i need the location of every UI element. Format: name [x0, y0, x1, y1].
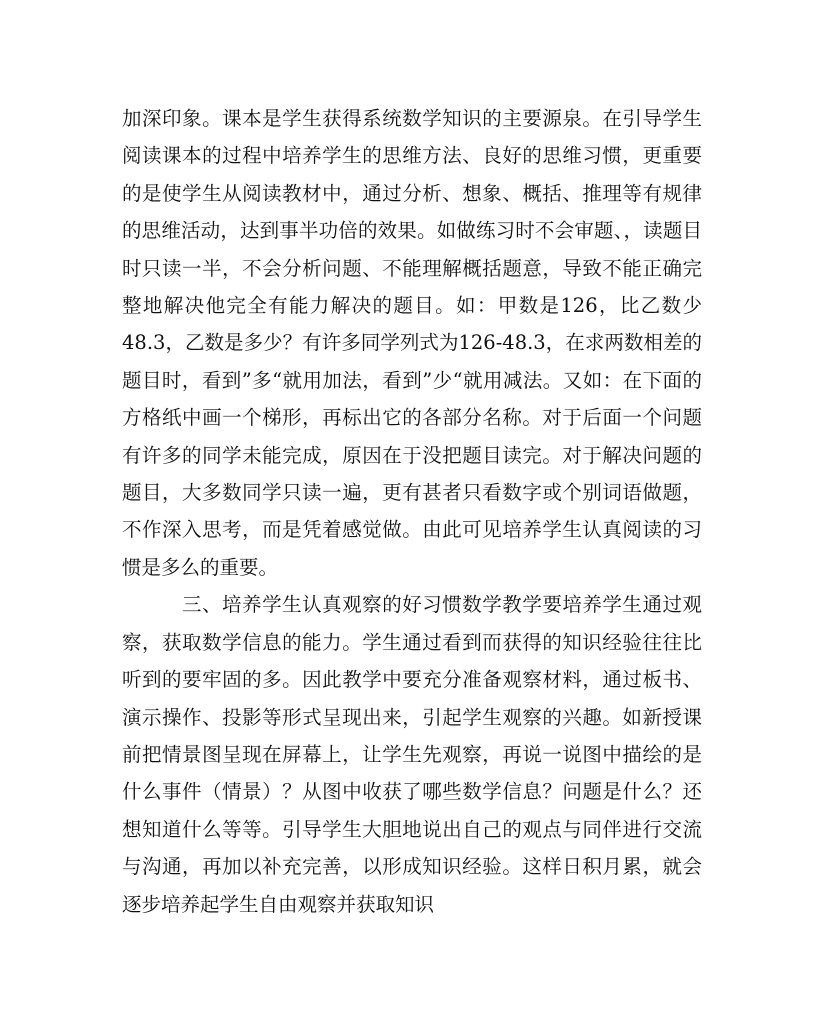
paragraph-observation-habit: 三、培养学生认真观察的好习惯数学教学要培养学生通过观察，获取数学信息的能力。学生通过看到而获得的知识经验往往比听到的要牢固的多。因此教学中要充分准备观察材料，通过板书、演示操作、投影等形式呈现出来，引起学生观察的兴趣。如新授课前把情景图呈现在屏幕上，让学生先观察，再说一说图中描绘的是什么事件（情景）？从图中收获了哪些数学信息？问题是什么？还想知道什么等等。引导学生大胆地说出自己的观点与同伴进行交流与沟通，再加以补充完善，以形成知识经验。这样日积月累，就会逐步培养起学生自由观察并获取知识: [122, 593, 702, 916]
body-text: [122, 100, 702, 923]
paragraph-reading-habit: 加深印象。课本是学生获得系统数学知识的主要源泉。在引导学生阅读课本的过程中培养学生的思维方法、良好的思维习惯，更重要的是使学生从阅读教材中，通过分析、想象、概括、推理等有规律的思维活动，达到事半功倍的效果。如做练习时不会审题、，读题目时只读一半，不会分析问题、不能理解概括题意，导致不能正确完整地解决他完全有能力解决的题目。如：甲数是126，比乙数少48.3，乙数是多少？有许多同学列式为126-48.3，在求两数相差的题目时，看到”多“就用加法，看到”少“就用减法。又如：在下面的方格纸中画一个梯形，再标出它的各部分名称。对于后面一个问题有许多的同学未能完成，原因在于没把题目读完。对于解决问题的题目，大多数同学只读一遍，更有甚者只看数字或个别词语做题，不作深入思考，而是凭着感觉做。由此可见培养学生认真阅读的习惯是多么的重要。: [122, 107, 702, 579]
